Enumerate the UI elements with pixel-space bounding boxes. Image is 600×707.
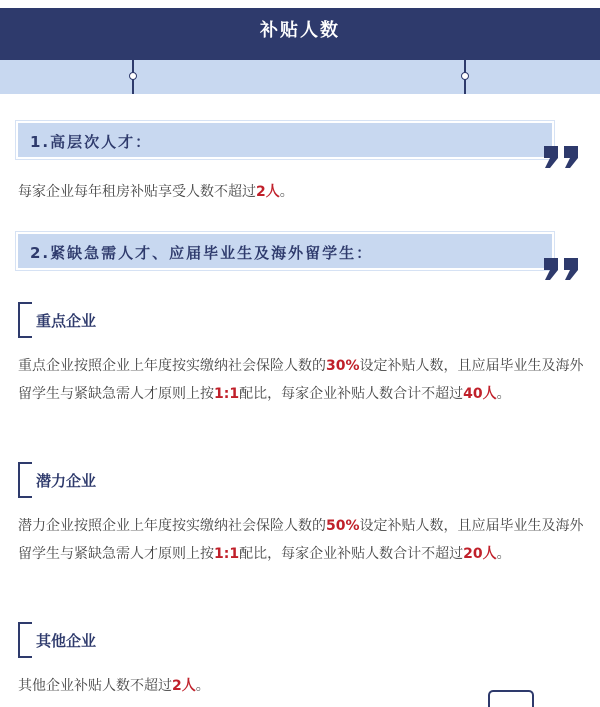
header-bar: [0, 0, 600, 60]
header-band: [0, 60, 600, 94]
section1-highlight: 2人: [256, 184, 280, 200]
other-highlight-limit: 2人: [172, 678, 196, 694]
section1-title: 1.高层次人才：: [30, 133, 153, 151]
potential-enterprise-title: 潜力企业: [36, 472, 97, 490]
other-text-2: 。: [195, 678, 210, 694]
band-dot-left: [129, 72, 137, 80]
potential-text-1: 潜力企业按照企业上年度按实缴纳社会保险人数的: [18, 518, 326, 534]
bracket-decoration-icon: [18, 622, 32, 658]
bracket-decoration-icon: [18, 302, 32, 338]
section2-title: 2.紧缺急需人才、应届毕业生及海外留学生：: [30, 244, 374, 262]
section1-heading-box: [16, 121, 554, 159]
potential-highlight-ratio: 1:1: [214, 546, 240, 562]
section1-text-end: 。: [279, 184, 294, 200]
potential-text-3: 配比，每家企业补贴人数合计不超过: [239, 546, 464, 562]
section1-paragraph: [18, 178, 584, 206]
key-text-1: 重点企业按照企业上年度按实缴纳社会保险人数的: [18, 358, 326, 374]
potential-enterprise-heading: [18, 462, 218, 498]
key-text-2: 设定补贴人数，且应届毕业生及海外留学生与紧缺急需人才原则上按: [18, 358, 584, 402]
potential-enterprise-paragraph: [18, 512, 584, 568]
section2-heading-box: [16, 232, 554, 270]
potential-highlight-percent: 50%: [326, 518, 360, 534]
key-enterprise-heading: [18, 302, 218, 338]
potential-text-4: 。: [496, 546, 511, 562]
other-enterprise-title: 其他企业: [36, 632, 97, 650]
key-highlight-limit: 40人: [463, 386, 497, 402]
key-highlight-percent: 30%: [326, 358, 360, 374]
other-enterprise-heading: [18, 622, 218, 658]
potential-highlight-limit: 20人: [463, 546, 497, 562]
section1-text: 每家企业每年租房补贴享受人数不超过: [18, 184, 256, 200]
key-highlight-ratio: 1:1: [214, 386, 240, 402]
key-text-4: 。: [496, 386, 511, 402]
quote-mark-icon: [542, 142, 582, 170]
quote-mark-icon: [542, 254, 582, 282]
key-text-3: 配比，每家企业补贴人数合计不超过: [239, 386, 464, 402]
page-title: 补贴人数: [260, 20, 340, 41]
key-enterprise-paragraph: [18, 352, 584, 408]
other-text-1: 其他企业补贴人数不超过: [18, 678, 172, 694]
potential-text-2: 设定补贴人数，且应届毕业生及海外留学生与紧缺急需人才原则上按: [18, 518, 584, 562]
key-enterprise-title: 重点企业: [36, 312, 97, 330]
band-dot-right: [461, 72, 469, 80]
bracket-decoration-icon: [18, 462, 32, 498]
corner-frame-icon: [488, 690, 534, 707]
